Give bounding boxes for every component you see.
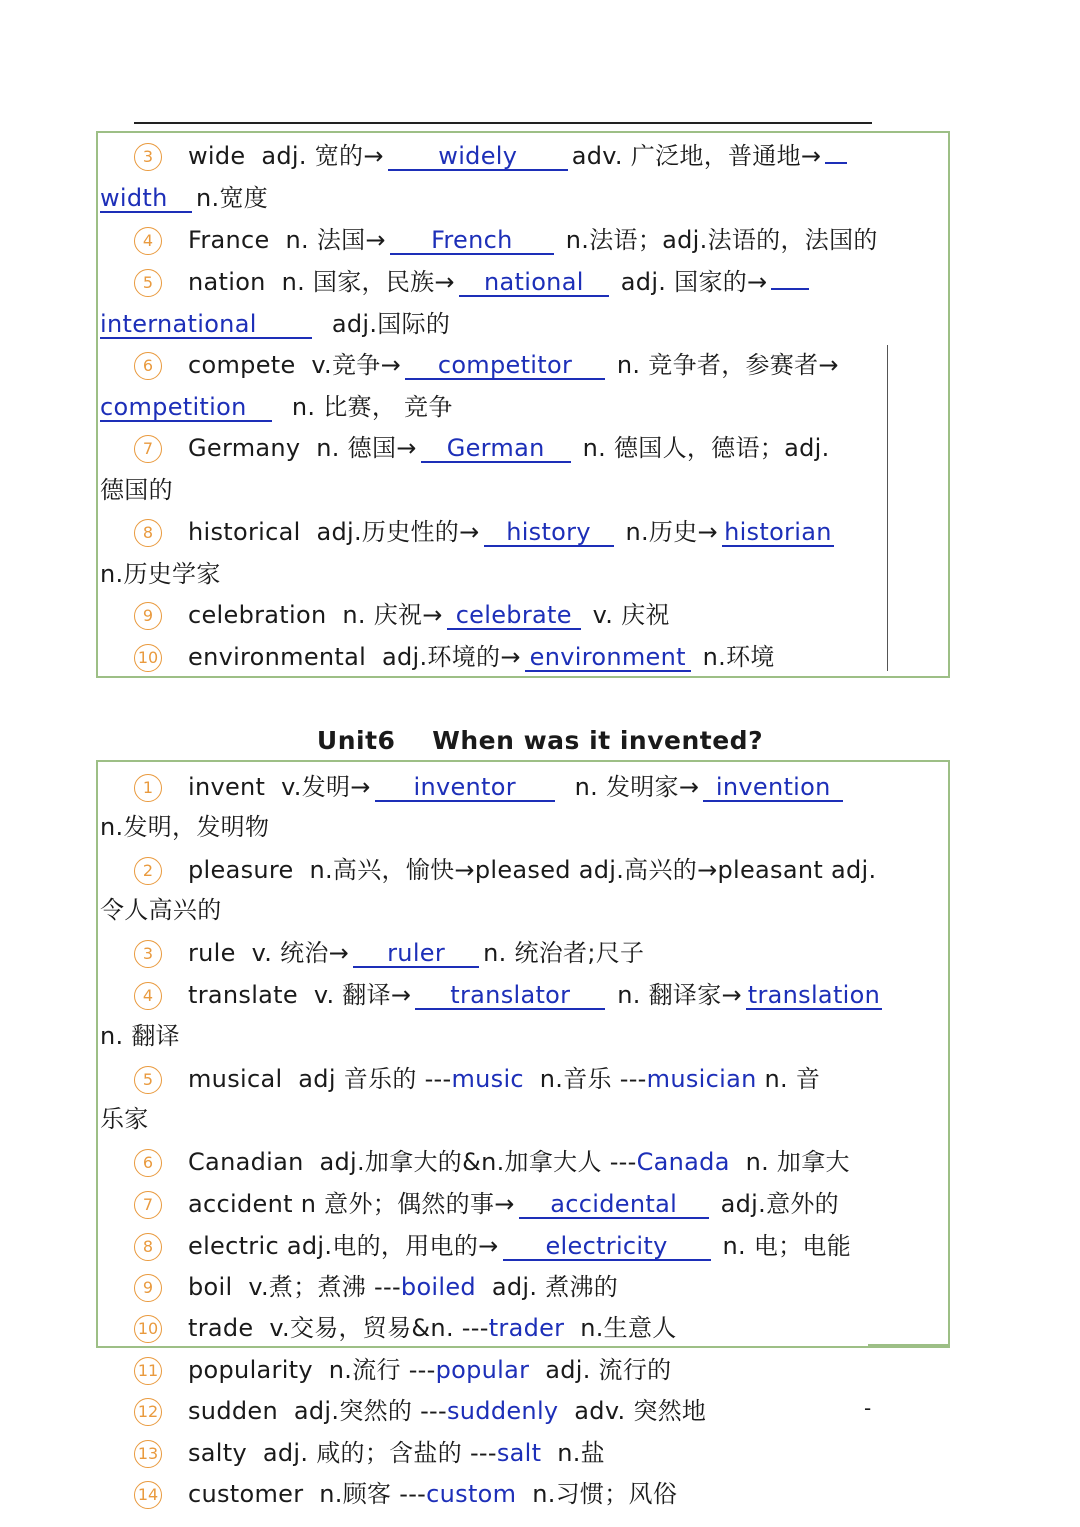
- answer-blank-stub: [825, 162, 847, 164]
- word: salty: [188, 1439, 247, 1467]
- top-rule: [134, 122, 872, 124]
- answer: Canada: [636, 1148, 730, 1176]
- item-number-badge: 12: [134, 1398, 162, 1426]
- definition: adj. 国家的→: [620, 268, 768, 296]
- definition: n. 翻译家→: [617, 981, 742, 1009]
- box-bottom-edge: [868, 1344, 948, 1346]
- answer-blank: competition: [100, 394, 272, 422]
- word: compete: [188, 351, 296, 379]
- vocab-row-historical-cont: [100, 559, 221, 589]
- definition: n. 音: [764, 1065, 821, 1093]
- answer-blank: translation: [747, 981, 881, 1009]
- vocab-row-rule: [100, 938, 644, 968]
- vocab-row-compete-cont: [100, 392, 453, 422]
- item-number-badge: 7: [134, 435, 162, 463]
- vocab-row-popularity: [100, 1355, 671, 1385]
- definition: n. 庆祝→: [342, 601, 443, 629]
- definition: v. 庆祝: [592, 601, 670, 629]
- vocab-row-germany-cont: [100, 475, 173, 505]
- definition: adj.环境的→: [381, 643, 521, 671]
- definition: adj. 宽的→: [261, 142, 384, 170]
- word: Canadian: [188, 1148, 304, 1176]
- word: France: [188, 226, 270, 254]
- definition: adj.历史性的→: [316, 518, 480, 546]
- vocab-row-canadian: [100, 1147, 850, 1177]
- definition: adj.电的，用电的→: [286, 1232, 499, 1260]
- definition: adj. 流行的: [545, 1356, 672, 1384]
- vocab-row-compete: [100, 350, 839, 380]
- item-number-badge: 9: [134, 1274, 162, 1302]
- item-number-badge: 3: [134, 940, 162, 968]
- definition: 德国的: [100, 476, 173, 504]
- answer: trader: [488, 1314, 565, 1342]
- word: historical: [188, 518, 301, 546]
- vocab-row-accident: [100, 1189, 839, 1219]
- definition: adv. 广泛地，普通地→: [571, 142, 822, 170]
- item-number-badge: 8: [134, 1233, 162, 1261]
- definition: adv. 突然地: [574, 1397, 707, 1425]
- definition: adj 音乐的 ---: [298, 1065, 452, 1093]
- answer: salt: [496, 1439, 542, 1467]
- vocab-row-electric: [100, 1231, 851, 1261]
- word: pleasure: [188, 856, 294, 884]
- answer: music: [451, 1065, 524, 1093]
- item-number-badge: 14: [134, 1481, 162, 1509]
- vocab-row-environmental: [100, 642, 775, 672]
- vocab-row-invent: [100, 772, 847, 802]
- answer-blank: accidental: [519, 1191, 709, 1219]
- answer-blank: German: [421, 435, 571, 463]
- definition: n. 德国人，德语；adj.: [582, 434, 830, 462]
- word: translate: [188, 981, 298, 1009]
- vocab-row-wide-cont: [100, 183, 268, 213]
- answer-blank: width: [100, 185, 192, 213]
- answer-blank: environment: [525, 644, 691, 672]
- vocab-row-musical-cont: [100, 1104, 149, 1134]
- vocab-row-salty: [100, 1438, 605, 1468]
- answer-blank: French: [390, 227, 554, 255]
- definition: n. 统治者;尺子: [483, 939, 645, 967]
- definition: adj. 煮沸的: [491, 1273, 619, 1301]
- item-number-badge: 10: [134, 644, 162, 672]
- definition: adj. 咸的；含盐的 ---: [262, 1439, 497, 1467]
- answer-blank: widely: [388, 143, 568, 171]
- definition: v.交易，贸易&n. ---: [269, 1314, 489, 1342]
- answer: popular: [435, 1356, 530, 1384]
- definition: v. 统治→: [251, 939, 350, 967]
- vocab-row-nation-cont: [100, 309, 450, 339]
- answer-blank: translator: [415, 982, 605, 1010]
- word: rule: [188, 939, 236, 967]
- word: boil: [188, 1273, 233, 1301]
- answer-blank: celebrate: [447, 602, 581, 630]
- item-number-badge: 5: [134, 1066, 162, 1094]
- definition: n.法语；adj.法语的，法国的: [565, 226, 878, 254]
- item-number-badge: 1: [134, 774, 162, 802]
- item-number-badge: 2: [134, 857, 162, 885]
- word: invent: [188, 773, 266, 801]
- answer-blank: invention: [703, 774, 843, 802]
- definition: adj.突然的 ---: [293, 1397, 447, 1425]
- answer-blank: history: [484, 519, 614, 547]
- item-number-badge: 13: [134, 1440, 162, 1468]
- word: accident: [188, 1190, 293, 1218]
- definition: n. 德国→: [316, 434, 417, 462]
- item-number-badge: 11: [134, 1357, 162, 1385]
- vocab-row-musical: [100, 1064, 820, 1094]
- word: wide: [188, 142, 246, 170]
- definition: n.生意人: [580, 1314, 677, 1342]
- word: celebration: [188, 601, 327, 629]
- definition: n.顾客 ---: [319, 1480, 427, 1508]
- word: Germany: [188, 434, 301, 462]
- item-number-badge: 8: [134, 519, 162, 547]
- word: customer: [188, 1480, 304, 1508]
- vocab-row-invent-cont: [100, 812, 269, 842]
- vocab-row-customer: [100, 1479, 677, 1509]
- item-number-badge: 6: [134, 1149, 162, 1177]
- vocab-row-wide: [100, 141, 851, 171]
- definition: n. 发明家→: [574, 773, 700, 801]
- vocab-row-pleasure-cont: [100, 895, 222, 925]
- definition: adj.意外的: [720, 1190, 839, 1218]
- definition: v. 翻译→: [313, 981, 412, 1009]
- definition: v.发明→: [281, 773, 371, 801]
- definition: 乐家: [100, 1105, 149, 1133]
- definition: adj.国际的: [331, 310, 451, 338]
- definition: n. 电；电能: [722, 1232, 852, 1260]
- word: popularity: [188, 1356, 313, 1384]
- word: sudden: [188, 1397, 278, 1425]
- vocab-row-sudden: [100, 1396, 706, 1426]
- box-divider-line: [887, 345, 888, 671]
- definition: n.音乐 ---: [539, 1065, 647, 1093]
- item-number-badge: 10: [134, 1315, 162, 1343]
- definition: n. 加拿大: [745, 1148, 850, 1176]
- item-number-badge: 5: [134, 269, 162, 297]
- definition: v.煮；煮沸 ---: [248, 1273, 401, 1301]
- answer: musician: [646, 1065, 757, 1093]
- answer: boiled: [400, 1273, 476, 1301]
- word: electric: [188, 1232, 279, 1260]
- vocab-row-boil: [100, 1272, 618, 1302]
- definition: n.盐: [557, 1439, 605, 1467]
- definition: n.流行 ---: [328, 1356, 436, 1384]
- item-number-badge: 3: [134, 143, 162, 171]
- item-number-badge: 9: [134, 602, 162, 630]
- definition: n. 法国→: [285, 226, 386, 254]
- answer-blank: international: [100, 311, 312, 339]
- answer: custom: [426, 1480, 517, 1508]
- definition: n. 翻译: [100, 1022, 180, 1050]
- definition: n.历史学家: [100, 560, 221, 588]
- vocab-row-trade: [100, 1313, 677, 1343]
- answer-blank-stub: [771, 288, 809, 290]
- vocab-row-france: [100, 225, 878, 255]
- word: nation: [188, 268, 266, 296]
- answer: suddenly: [446, 1397, 559, 1425]
- definition: n. 比赛， 竞争: [291, 393, 453, 421]
- unit-title: Unit6 When was it invented?: [316, 726, 764, 755]
- answer-blank: inventor: [375, 774, 555, 802]
- definition: n.高兴，愉快→pleased adj.高兴的→pleasant adj.: [309, 856, 877, 884]
- vocab-row-germany: [100, 433, 830, 463]
- definition: adj.加拿大的&n.加拿大人 ---: [319, 1148, 637, 1176]
- answer-blank: historian: [722, 519, 834, 547]
- vocab-row-pleasure: [100, 855, 876, 885]
- answer-blank: national: [459, 269, 609, 297]
- answer-blank: electricity: [503, 1233, 711, 1261]
- definition: n.习惯；风俗: [532, 1480, 678, 1508]
- vocab-row-historical: [100, 517, 838, 547]
- definition: n.历史→: [625, 518, 718, 546]
- definition: n.发明，发明物: [100, 813, 270, 841]
- vocab-row-celebration: [100, 600, 670, 630]
- definition: n.宽度: [196, 184, 269, 212]
- definition: 令人高兴的: [100, 896, 222, 924]
- answer-blank: competitor: [405, 352, 605, 380]
- vocab-row-translate-cont: [100, 1021, 180, 1051]
- item-number-badge: 7: [134, 1191, 162, 1219]
- definition: n 意外；偶然的事→: [300, 1190, 515, 1218]
- item-number-badge: 6: [134, 352, 162, 380]
- vocab-row-nation: [100, 267, 813, 297]
- item-number-badge: 4: [134, 227, 162, 255]
- stray-dash-mark: -: [864, 1396, 872, 1420]
- word: environmental: [188, 643, 367, 671]
- definition: n. 国家，民族→: [281, 268, 455, 296]
- word: musical: [188, 1065, 283, 1093]
- definition: n. 竞争者，参赛者→: [616, 351, 839, 379]
- definition: n.环境: [702, 643, 775, 671]
- word: trade: [188, 1314, 254, 1342]
- item-number-badge: 4: [134, 982, 162, 1010]
- vocab-row-translate: [100, 980, 886, 1010]
- answer-blank: ruler: [353, 940, 479, 968]
- definition: v.竞争→: [311, 351, 401, 379]
